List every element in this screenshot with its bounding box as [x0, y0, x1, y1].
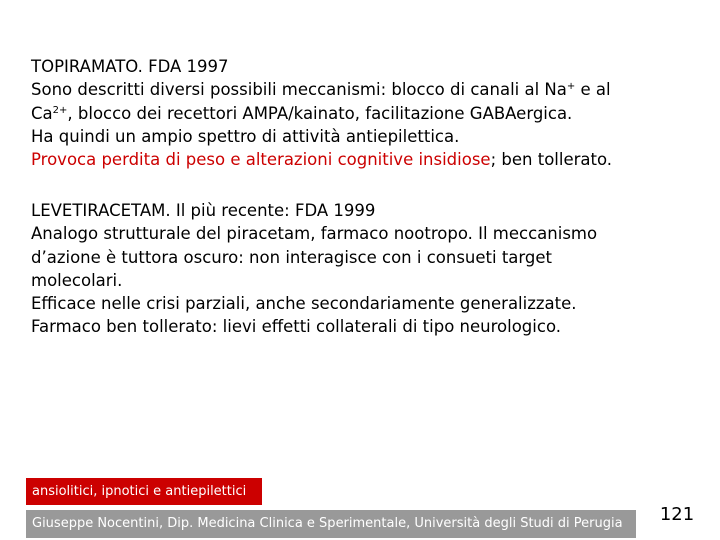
page-number: 121	[659, 504, 695, 525]
levetiracetam-text-line: molecolari.	[31, 270, 123, 290]
topiramato-spectrum-line: Ha quindi un ampio spettro di attività antiepilettica.	[31, 126, 460, 146]
text-fragment: , blocco dei recettori AMPA/kainato, facilitazione GABAergica.	[67, 103, 573, 123]
levetiracetam-text-line: Farmaco ben tollerato: lievi effetti collaterali di tipo neurologico.	[31, 317, 561, 337]
levetiracetam-text-line: Efficace nelle crisi parziali, anche secondariamente generalizzate.	[31, 294, 577, 314]
topiramato-mechanism-line	[31, 78, 701, 101]
text-fragment: ; ben tollerato.	[490, 150, 613, 170]
levetiracetam-section	[31, 199, 701, 339]
text-fragment: e al	[575, 80, 611, 100]
section-tag: ansiolitici, ipnotici e antiepilettici	[26, 478, 262, 505]
topiramato-effects-line	[31, 148, 701, 171]
adverse-effects-highlight: Provoca perdita di peso e alterazioni cognitive insidiose	[31, 150, 491, 170]
topiramato-heading: TOPIRAMATO. FDA 1997	[31, 57, 229, 76]
ca-charge-superscript: 2+	[52, 104, 68, 116]
na-charge-superscript: +	[566, 81, 576, 93]
text-fragment: Sono descritti diversi possibili meccanismi: blocco di canali al Na	[31, 80, 567, 100]
topiramato-section	[31, 55, 701, 171]
levetiracetam-text-line: d’azione è tuttora oscuro: non interagisce con i consueti target	[31, 247, 552, 267]
text-fragment: Ca	[31, 103, 53, 123]
levetiracetam-text-line: Analogo strutturale del piracetam, farmaco nootropo. Il meccanismo	[31, 224, 598, 244]
footer-credit: Giuseppe Nocentini, Dip. Medicina Clinica e Sperimentale, Università degli Studi di Perugia	[26, 510, 636, 538]
levetiracetam-heading: LEVETIRACETAM. Il più recente: FDA 1999	[31, 201, 376, 220]
topiramato-receptors-line	[31, 102, 701, 125]
